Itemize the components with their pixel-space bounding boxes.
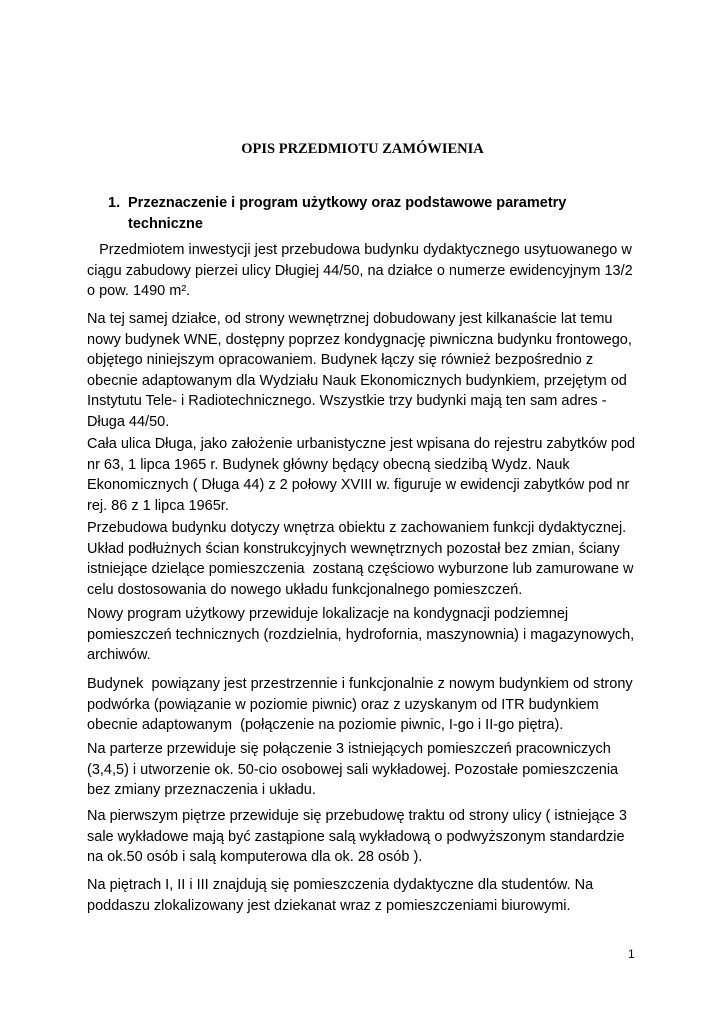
paragraph-line: celu dostosowania do nowego układu funkcjonalnego pomieszczeń. — [87, 581, 523, 598]
paragraph-line: podwórka (powiązanie w poziomie piwnic) oraz z uzyskanym od ITR budynkiem — [87, 696, 599, 713]
section-title-line: Przeznaczenie i program użytkowy oraz podstawowe parametry — [128, 195, 567, 211]
paragraph-9 — [87, 875, 647, 916]
paragraph-line: Długa 44/50. — [87, 413, 170, 430]
paragraph-line: nr 63, 1 lipca 1965 r. Budynek główny będący obecną siedzibą Wydz. Nauk — [87, 456, 570, 473]
paragraph-line: Na tej samej działce, od strony wewnętrznej dobudowany jest kilkanaście lat temu — [87, 311, 613, 327]
paragraph-line: Cała ulica Długa, jako założenie urbanistyczne jest wpisana do rejestru zabytków pod — [87, 436, 636, 452]
paragraph-line: Na parterze przewiduje się połączenie 3 istniejących pomieszczeń pracowniczych — [87, 741, 611, 757]
section-heading — [108, 193, 608, 234]
paragraph-line: archiwów. — [87, 647, 151, 663]
paragraph-line: (3,4,5) i utworzenie ok. 50-cio osobowej sali wykładowej. Pozostałe pomieszczenia — [87, 761, 619, 778]
paragraph-line: istniejące dzielące pomieszczenia zostaną częściowo wyburzone lub zamurowane w — [87, 561, 634, 577]
paragraph-5 — [87, 604, 647, 666]
paragraph-3 — [87, 434, 647, 516]
paragraph-6 — [87, 674, 647, 736]
section-number: 1. — [108, 195, 121, 211]
paragraph-line: Przedmiotem inwestycji jest przebudowa budynku dydaktycznego usytuowanego w — [87, 242, 632, 258]
paragraph-line: obecnie adaptowanym (połączenie na poziomie piwnic, I-go i II-go piętra). — [87, 717, 564, 733]
section-title-line: techniczne — [128, 215, 203, 232]
paragraph-line: Nowy program użytkowy przewiduje lokalizacje na kondygnacji podziemnej — [87, 606, 569, 622]
paragraph-line: bez zmiany przeznaczenia i układu. — [87, 782, 316, 798]
paragraph-line: ciągu zabudowy pierzei ulicy Długiej 44/50, na działce o numerze ewidencyjnym 13/2 — [87, 262, 633, 279]
paragraph-line: poddaszu zlokalizowany jest dziekanat wraz z pomieszczeniami biurowymi. — [87, 897, 571, 914]
paragraph-8 — [87, 806, 647, 868]
paragraph-line: Przebudowa budynku dotyczy wnętrza obiektu z zachowaniem funkcji dydaktycznej. — [87, 520, 627, 536]
paragraph-1 — [87, 240, 647, 302]
paragraph-line: Budynek powiązany jest przestrzennie i funkcjonalnie z nowym budynkiem od strony — [87, 676, 633, 692]
paragraph-line: na ok.50 osób i salą komputerowa dla ok. 28 osób ). — [87, 849, 423, 865]
paragraph-4 — [87, 518, 647, 600]
paragraph-line: objętego niniejszym opracowaniem. Budynek łączy się również bezpośrednio z — [87, 352, 594, 368]
paragraph-line: sale wykładowe mają być zastąpione salą wykładową o podwyższonym standardzie — [87, 828, 625, 845]
paragraph-line: Ekonomicznych ( Długa 44) z 2 połowy XVIII w. figuruje w ewidencji zabytków pod nr — [87, 477, 630, 493]
paragraph-line: rej. 86 z 1 lipca 1965r. — [87, 497, 229, 514]
paragraph-line: pomieszczeń technicznych (rozdzielnia, hydrofornia, maszynownia) i magazynowych, — [87, 626, 635, 643]
paragraph-line: o pow. 1490 m². — [87, 283, 191, 299]
paragraph-line: obecnie adaptowanym dla Wydziału Nauk Ekonomicznych budynkiem, przejętym od — [87, 372, 627, 389]
paragraph-line: Układ podłużnych ścian konstrukcyjnych wewnętrznych pozostał bez zmian, ściany — [87, 540, 620, 557]
section-title — [128, 193, 608, 234]
paragraph-line: Instytutu Tele- i Radiotechnicznego. Wszystkie trzy budynki mają ten sam adres - — [87, 393, 607, 409]
document-title: OPIS PRZEDMIOTU ZAMÓWIENIA — [241, 141, 484, 157]
paragraph-line: Na pierwszym piętrze przewiduje się przebudowę traktu od strony ulicy ( istniejące 3 — [87, 808, 627, 824]
paragraph-line: Na piętrach I, II i III znajdują się pomieszczenia dydaktyczne dla studentów. Na — [87, 877, 594, 893]
paragraph-7 — [87, 739, 647, 801]
paragraph-line: nowy budynek WNE, dostępny poprzez kondygnację piwniczna budynku frontowego, — [87, 331, 632, 348]
paragraph-2 — [87, 309, 647, 432]
page-number: 1 — [628, 947, 635, 961]
